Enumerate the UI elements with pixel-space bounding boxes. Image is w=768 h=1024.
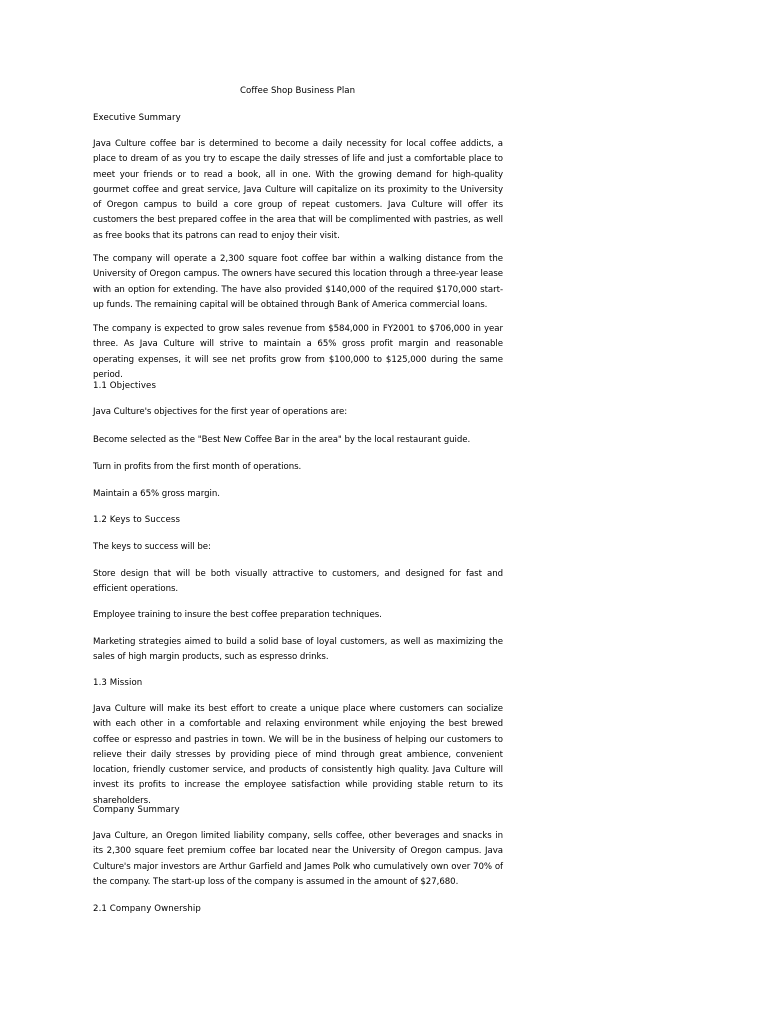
executive-summary-paragraph-2: The company will operate a 2,300 square foot coffee bar within a walking distance from the University of Oregon campus. The owners have secured this location through a three-year lease with an option for extending. The have also provided $140,000 of the required $170,000 start-up funds. The remaining capital will be obtained through Bank of America commercial loans. <box>93 254 503 310</box>
objective-item-2: Turn in profits from the first month of operations. <box>93 462 302 472</box>
mission-heading: 1.3 Mission <box>93 678 143 688</box>
document-title: Coffee Shop Business Plan <box>240 86 356 96</box>
objectives-heading: 1.1 Objectives <box>93 381 157 391</box>
executive-summary-paragraph-3: The company is expected to grow sales revenue from $584,000 in FY2001 to $706,000 in year three. As Java Culture will strive to maintain a 65% gross profit margin and reasonable operating expenses, it will see net profits grow from $100,000 to $125,000 during the same period. <box>93 324 503 380</box>
objective-item-1: Become selected as the "Best New Coffee Bar in the area" by the local restaurant guide. <box>93 435 471 445</box>
key-item-1: Store design that will be both visually attractive to customers, and designed for fast and efficient operations. <box>93 569 503 595</box>
company-summary-paragraph: Java Culture, an Oregon limited liability company, sells coffee, other beverages and snacks in its 2,300 square feet premium coffee bar located near the University of Oregon campus. Java Culture's major investors are Arthur Garfield and James Polk who cumulatively own over 70% of the company. The start-up loss of the company is assumed in the amount of $27,680. <box>93 831 503 887</box>
executive-summary-paragraph-1: Java Culture coffee bar is determined to become a daily necessity for local coffee addicts, a place to dream of as you try to escape the daily stresses of life and just a comfortable place to meet your friends or to read a book, all in one. With the growing demand for high-quality gourmet coffee and great service, Java Culture will capitalize on its proximity to the University of Oregon campus to build a core group of repeat customers. Java Culture will offer its customers the best prepared coffee in the area that will be complimented with pastries, as well as free books that its patrons can read to enjoy their visit. <box>93 139 503 241</box>
objective-item-3: Maintain a 65% gross margin. <box>93 489 220 499</box>
key-item-2: Employee training to insure the best coffee preparation techniques. <box>93 610 382 620</box>
keys-intro: The keys to success will be: <box>93 542 211 552</box>
key-item-3: Marketing strategies aimed to build a solid base of loyal customers, as well as maximizing the sales of high margin products, such as espresso drinks. <box>93 637 503 663</box>
company-ownership-heading: 2.1 Company Ownership <box>93 904 201 914</box>
executive-summary-heading: Executive Summary <box>93 113 181 123</box>
objectives-intro: Java Culture's objectives for the first year of operations are: <box>93 407 348 417</box>
mission-paragraph: Java Culture will make its best effort to create a unique place where customers can socialize with each other in a comfortable and relaxing environment while enjoying the best brewed coffee or espresso and pastries in town. We will be in the business of helping our customers to relieve their daily stresses by providing piece of mind through great ambience, convenient location, friendly customer service, and products of consistently high quality. Java Culture will invest its profits to increase the employee satisfaction while providing stable return to its shareholders. <box>93 704 503 806</box>
keys-to-success-heading: 1.2 Keys to Success <box>93 515 181 525</box>
company-summary-heading: Company Summary <box>93 805 180 815</box>
